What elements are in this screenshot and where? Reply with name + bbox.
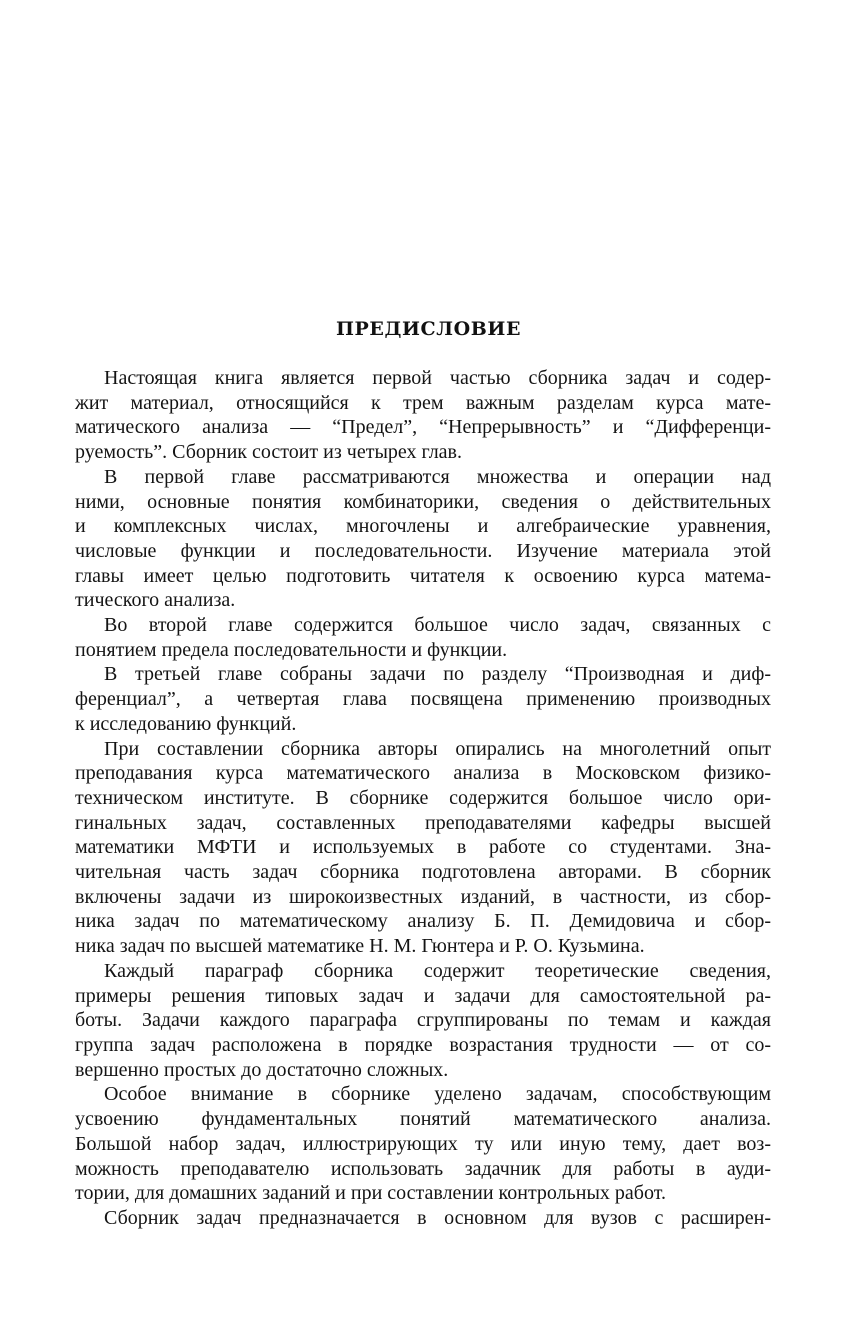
paragraph <box>75 366 771 465</box>
text-line: и комплексных числах, многочлены и алгебраические уравнения, <box>75 515 771 538</box>
paragraph <box>75 959 771 1083</box>
paragraph <box>75 662 771 736</box>
text-line: включены задачи из широкоизвестных изданий, в частности, из сбор- <box>75 885 771 908</box>
text-line: Каждый параграф сборника содержит теоретические сведения, <box>104 959 771 982</box>
text-line: вершенно простых до достаточно сложных. <box>75 1058 449 1081</box>
text-line: Сборник задач предназначается в основном для вузов с расширен- <box>104 1206 771 1229</box>
text-line: Большой набор задач, иллюстрирующих ту или иную тему, дает воз- <box>75 1132 771 1155</box>
text-line: гинальных задач, составленных преподавателями кафедры высшей <box>75 811 771 834</box>
text-line: математики МФТИ и используемых в работе со студентами. Зна- <box>75 836 771 859</box>
paragraph <box>75 737 771 959</box>
document-body <box>75 366 771 1231</box>
paragraph <box>75 1082 771 1206</box>
text-line: ника задач по высшей математике Н. М. Гюнтера и Р. О. Кузьмина. <box>75 935 645 958</box>
text-line: ника задач по математическому анализу Б. П. Демидовича и сбор- <box>75 910 771 933</box>
text-line: тории, для домашних заданий и при составлении контрольных работ. <box>75 1182 666 1205</box>
text-line: ференциал”, а четвертая глава посвящена применению производных <box>75 688 771 711</box>
text-line: усвоению фундаментальных понятий математического анализа. <box>75 1108 771 1131</box>
text-line: ними, основные понятия комбинаторики, сведения о действительных <box>75 490 771 513</box>
text-line: боты. Задачи каждого параграфа сгруппированы по темам и каждая <box>75 1009 771 1032</box>
text-line: В первой главе рассматриваются множества и операции над <box>104 465 771 488</box>
text-line: чительная часть задач сборника подготовлена авторами. В сборник <box>75 861 771 884</box>
text-line: числовые функции и последовательности. Изучение материала этой <box>75 539 771 562</box>
text-line: В третьей главе собраны задачи по разделу “Производная и диф- <box>104 663 771 686</box>
page-title: ПРЕДИСЛОВИЕ <box>335 318 522 340</box>
text-line: Во второй главе содержится большое число задач, связанных с <box>104 614 771 637</box>
paragraph <box>75 1206 771 1231</box>
text-line: Особое внимание в сборнике уделено задачам, способствующим <box>104 1083 771 1106</box>
text-line: При составлении сборника авторы опирались на многолетний опыт <box>104 737 771 760</box>
text-line: понятием предела последовательности и функции. <box>75 638 508 661</box>
text-line: техническом институте. В сборнике содержится большое число ори- <box>75 786 771 809</box>
text-line: можность преподавателю использовать задачник для работы в ауди- <box>75 1157 771 1180</box>
text-line: тического анализа. <box>75 589 236 612</box>
text-line: руемость”. Сборник состоит из четырех глав. <box>75 441 462 464</box>
paragraph <box>75 465 771 613</box>
text-line: к исследованию функций. <box>75 712 297 735</box>
text-line: матического анализа — “Предел”, “Непрерывность” и “Дифференци- <box>75 416 771 439</box>
text-line: Настоящая книга является первой частью сборника задач и содер- <box>104 367 771 389</box>
text-line: главы имеет целью подготовить читателя к освоению курса матема- <box>75 564 771 587</box>
text-line: преподавания курса математического анализа в Московском физико- <box>75 762 771 785</box>
paragraph <box>75 613 771 662</box>
text-line: группа задач расположена в порядке возрастания трудности — от со- <box>75 1033 771 1056</box>
text-line: жит материал, относящийся к трем важным разделам курса мате- <box>75 391 771 414</box>
text-line: примеры решения типовых задач и задачи для самостоятельной ра- <box>75 984 771 1007</box>
